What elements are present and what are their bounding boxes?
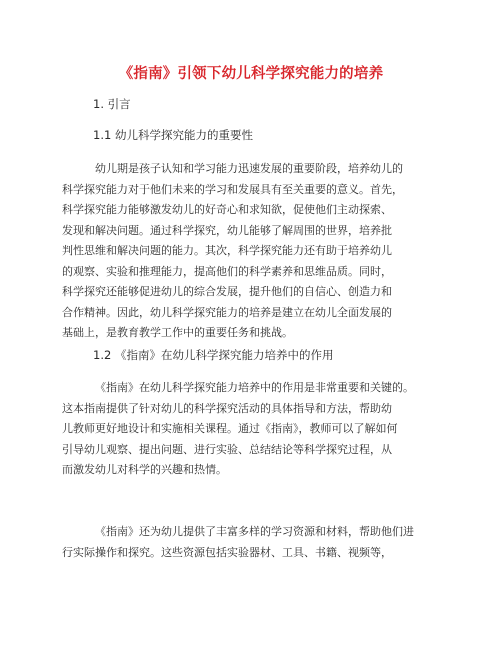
paragraph-line: 基础上，是教育教学工作中的重要任务和挑战。 [62,326,293,339]
paragraph-line: 科学探究还能够促进幼儿的综合发展，提升他们的自信心、创造力和 [62,285,392,298]
paragraph-line: 科学探究能力对于他们未来的学习和发展具有至关重要的意义。首先， [62,182,403,196]
paragraph-line: 合作精神。因此，幼儿科学探究能力的培养是建立在幼儿全面发展的 [62,305,392,319]
paragraph-line: 的观察、实验和推理能力，提高他们的科学素养和思维品质。同时， [62,264,392,278]
section-heading-importance: 1.1 幼儿科学探究能力的重要性 [93,128,253,142]
paragraph-guide-role [62,378,442,481]
paragraph-line: 发现和解决问题。通过科学探究，幼儿能够了解周围的世界，培养批 [62,223,392,237]
paragraph-importance [62,159,442,344]
paragraph-line: 引导幼儿观察、提出问题、进行实验、总结结论等科学探究过程，从 [62,442,392,456]
section-heading-guide-role: 1.2 《指南》在幼儿科学探究能力培养中的作用 [93,348,334,362]
paragraph-line: 这本指南提供了针对幼儿的科学探究活动的具体指导和方法，帮助幼 [62,401,392,415]
paragraph-line: 判性思维和解决问题的能力。其次，科学探究能力还有助于培养幼儿 [62,244,392,257]
paragraph-line: 行实际操作和探究。这些资源包括实验器材、工具、书籍、视频等， [62,545,392,559]
paragraph-resources [62,522,442,563]
paragraph-line: 幼儿期是孩子认知和学习能力迅速发展的重要阶段，培养幼儿的 [95,162,403,175]
document-title: 《指南》引领下幼儿科学探究能力的培养 [118,66,384,82]
section-heading-introduction: 1. 引言 [93,97,131,111]
paragraph-line: 儿教师更好地设计和实施相关课程。通过《指南》，教师可以了解如何 [62,422,398,435]
paragraph-line: 科学探究能力能够激发幼儿的好奇心和求知欲，促使他们主动探索、 [62,203,392,216]
paragraph-line: 而激发幼儿对科学的兴趣和热情。 [62,463,227,476]
paragraph-line: 《指南》还为幼儿提供了丰富多样的学习资源和材料，帮助他们进 [95,525,414,538]
paragraph-line: 《指南》在幼儿科学探究能力培养中的作用是非常重要和关键的。 [95,381,414,394]
